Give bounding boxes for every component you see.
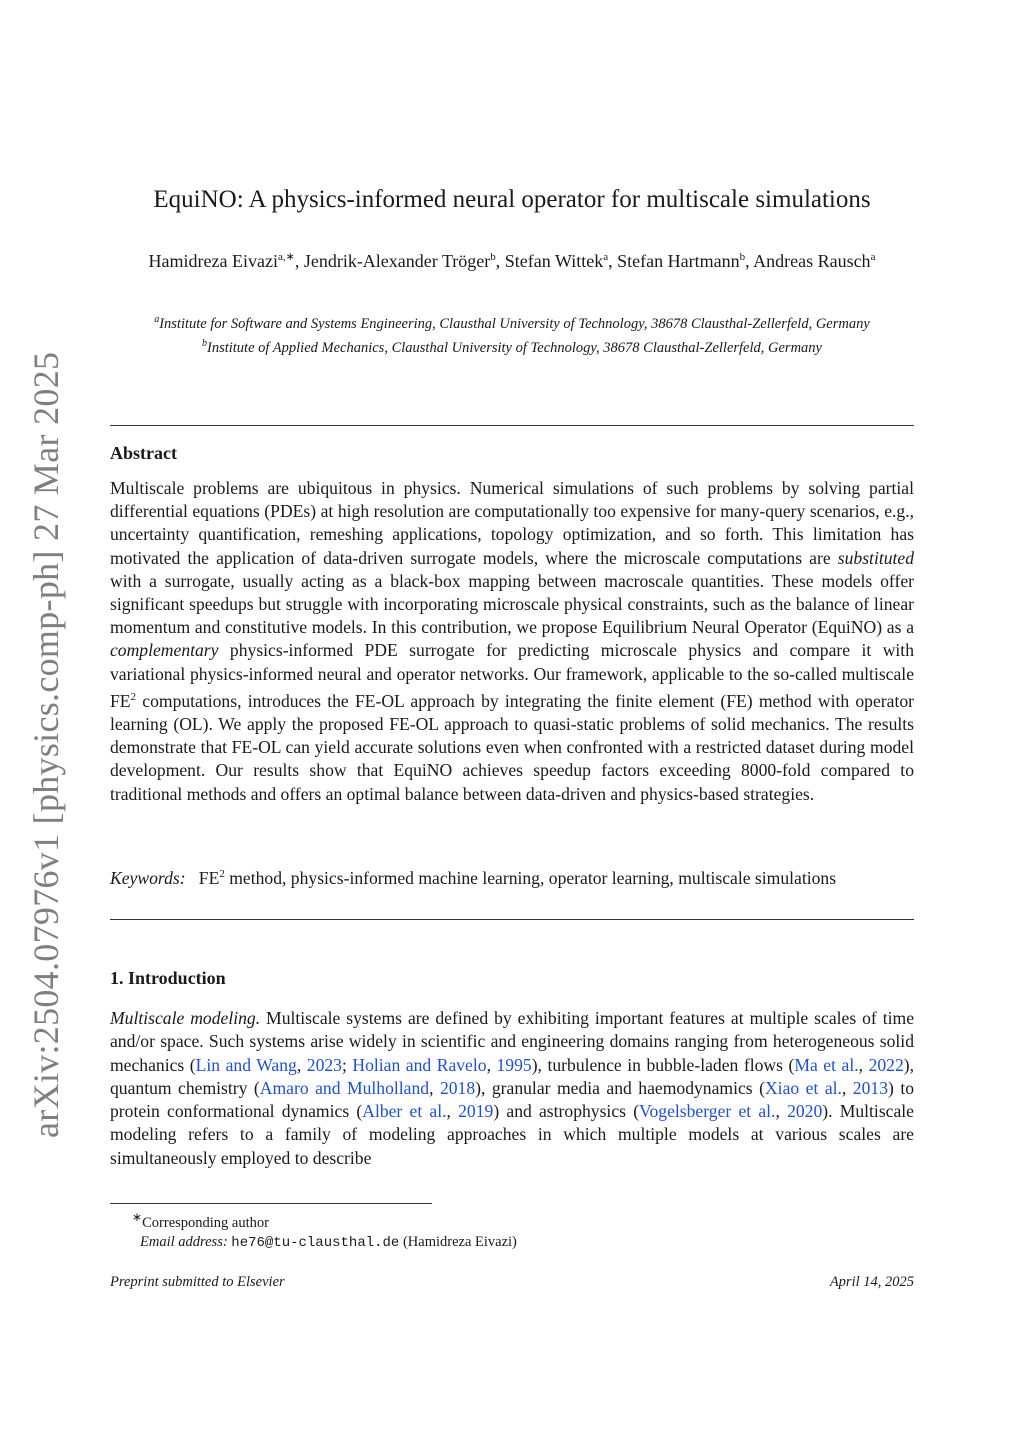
abstract-text-part: physics-informed PDE surrogate for predicting microscale physics and compare it with variational physics-informed neural and operator networks. Our framework, applicable to the so-called multiscale FE bbox=[110, 640, 914, 711]
intro-text: ) to protein conformational dynamics ( bbox=[110, 1077, 915, 1122]
citation-year-link[interactable]: 2022 bbox=[868, 1054, 904, 1075]
keywords-text: FE bbox=[198, 867, 220, 888]
paper-title: EquiNO: A physics-informed neural operator for multiscale simulations bbox=[153, 186, 871, 213]
footnote-text: Corresponding author bbox=[142, 1214, 269, 1231]
citation-link[interactable]: Ma et al. bbox=[794, 1054, 859, 1075]
footnote bbox=[132, 1208, 517, 1253]
fe-superscript: 2 bbox=[130, 690, 137, 703]
citation-year-link[interactable]: 2013 bbox=[852, 1077, 888, 1098]
author-affil-mark: b bbox=[739, 251, 746, 263]
affiliation-mark: b bbox=[202, 337, 207, 349]
affiliation-text: Institute for Software and Systems Engineering, Clausthal University of Technology, 38678 Clausthal-Zellerfeld, Germany bbox=[159, 315, 870, 332]
affiliation-text: Institute of Applied Mechanics, Clausthal University of Technology, 38678 Clausthal-Zellerfeld, Germany bbox=[207, 339, 822, 356]
abstract-emphasis: substituted bbox=[837, 547, 915, 568]
author-name: Stefan Hartmann bbox=[617, 251, 740, 271]
fe-superscript: 2 bbox=[219, 868, 225, 880]
author-affil-mark: a bbox=[603, 251, 609, 263]
intro-text: ), granular media and haemodynamics ( bbox=[475, 1077, 765, 1098]
paragraph-lead: Multiscale modeling. bbox=[110, 1008, 261, 1028]
introduction-paragraph: Multiscale modeling. Multiscale systems are defined by exhibiting important features at multiple scales of time and/or space. Such systems arise widely in scientific and engineering domains ranging from heterogeneous solid mechanics (Lin and Wang, 2023; Holian and Ravelo, 1995), turbulence in bubble-laden flows (Ma et al., 2022), quantum chemistry (Amaro and Mulholland, 2018), granular media and haemodynamics (Xiao et al., 2013) to protein conformational dynamics (Alber et al., 2019) and astrophysics (Vogelsberger et al., 2020). Multiscale modeling refers to a family of modeling approaches in which multiple models at various scales are simultaneously employed to describe bbox=[110, 1008, 915, 1168]
intro-text: ), turbulence in bubble-laden flows ( bbox=[531, 1054, 795, 1075]
abstract-body bbox=[110, 477, 914, 806]
email-label: Email address: bbox=[140, 1233, 228, 1250]
keywords-label: Keywords: bbox=[110, 867, 186, 888]
email-owner: (Hamidreza Eivazi) bbox=[402, 1233, 517, 1250]
citation-year-link[interactable]: 2020 bbox=[787, 1101, 823, 1122]
intro-text: ). Multiscale modeling refers to a family of modeling approaches in which multiple models at various scales are simultaneously employed to describe bbox=[110, 1101, 914, 1168]
keywords-text: method, physics-informed machine learning, operator learning, multiscale simulations bbox=[224, 867, 837, 888]
intro-text: Multiscale systems are defined by exhibiting important features at multiple scales of time and/or space. Such systems arise widely in scientific and engineering domains ranging from heterogeneous solid mechanics ( bbox=[110, 1008, 914, 1075]
email-address[interactable]: he76@tu-clausthal.de bbox=[231, 1234, 400, 1251]
author-affil-mark: a bbox=[870, 251, 876, 263]
affiliations bbox=[110, 310, 914, 358]
citation-link[interactable]: Alber et al. bbox=[362, 1101, 447, 1122]
author-list: Hamidreza Eivazi$^{a,∗}$, Jendrik-Alexander Tröger$^b$, Stefan Wittek$^a$, Stefan Hartmann$^b$, Andreas Rausch$^a$ bbox=[148, 251, 876, 271]
preprint-date: April 14, 2025 bbox=[829, 1274, 914, 1290]
citation-year-link[interactable]: 1995 bbox=[496, 1054, 532, 1075]
abstract-text-part: Multiscale problems are ubiquitous in physics. Numerical simulations of such problems by solving partial differential equations (PDEs) at high resolution are computationally too expensive for many-query scenarios, e.g., uncertainty quantification, remeshing applications, topology optimization, and so forth. This limitation has motivated the application of data-driven surrogate models, where the microscale computations are bbox=[110, 478, 914, 568]
author-affil-mark: a,∗ bbox=[277, 251, 295, 263]
abstract-top-rule bbox=[110, 425, 914, 426]
intro-text: ), quantum chemistry ( bbox=[110, 1054, 915, 1098]
abstract-text-part: computations, introduces the FE-OL approach by integrating the finite element (FE) method with operator learning (OL). We apply the proposed FE-OL approach to quasi-static problems of solid mechanics. The results demonstrate that FE-OL can yield accurate solutions even when confronted with a restricted dataset during model development. Our results show that EquiNO achieves speedup factors exceeding 8000-fold compared to traditional methods and offers an optimal balance between data-driven and physics-based strategies. bbox=[110, 690, 914, 804]
citation-year-link[interactable]: 2019 bbox=[458, 1101, 494, 1122]
footnote-mark: ∗ bbox=[132, 1210, 143, 1224]
section-heading-introduction: 1. Introduction bbox=[110, 968, 226, 988]
abstract-text-part: with a surrogate, usually acting as a black-box mapping between macroscale quantities. These models offer significant speedups but struggle with incorporating microscale physical constraints, such as the balance of linear momentum and constitutive models. In this contribution, we propose Equilibrium Neural Operator (EquiNO) as a bbox=[110, 570, 914, 638]
author-name: Hamidreza Eivazi bbox=[148, 251, 278, 271]
citation-link[interactable]: Vogelsberger et al. bbox=[639, 1101, 776, 1122]
citation-link[interactable]: Amaro and Mulholland bbox=[259, 1077, 430, 1098]
citation-link[interactable]: Holian and Ravelo bbox=[352, 1054, 487, 1075]
citation-year-link[interactable]: 2018 bbox=[439, 1077, 476, 1098]
footnote-email-line bbox=[140, 1233, 517, 1253]
affiliation-b bbox=[110, 334, 914, 358]
keywords bbox=[110, 863, 914, 890]
author-name: Andreas Rausch bbox=[753, 251, 871, 271]
citation-link[interactable]: Lin and Wang bbox=[195, 1054, 297, 1075]
abstract-bottom-rule bbox=[110, 919, 914, 920]
intro-text: ) and astrophysics ( bbox=[493, 1101, 640, 1122]
citation-year-link[interactable]: 2023 bbox=[306, 1054, 342, 1075]
affiliation-mark: a bbox=[154, 314, 160, 325]
preprint-note: Preprint submitted to Elsevier bbox=[110, 1274, 285, 1290]
abstract-emphasis: complementary bbox=[110, 640, 219, 661]
author-name: Jendrik-Alexander Tröger bbox=[303, 251, 491, 271]
arxiv-identifier-stamp: arXiv:2504.07976v1 [physics.comp-ph] 27 Mar 2025 bbox=[26, 351, 66, 1138]
abstract-heading: Abstract bbox=[110, 443, 177, 463]
footnote-rule bbox=[110, 1203, 432, 1204]
footnote-corresponding bbox=[132, 1208, 517, 1233]
citation-link[interactable]: Xiao et al. bbox=[764, 1077, 842, 1098]
author-name: Stefan Wittek bbox=[504, 251, 604, 271]
author-affil-mark: b bbox=[490, 251, 496, 263]
affiliation-a bbox=[110, 310, 914, 334]
